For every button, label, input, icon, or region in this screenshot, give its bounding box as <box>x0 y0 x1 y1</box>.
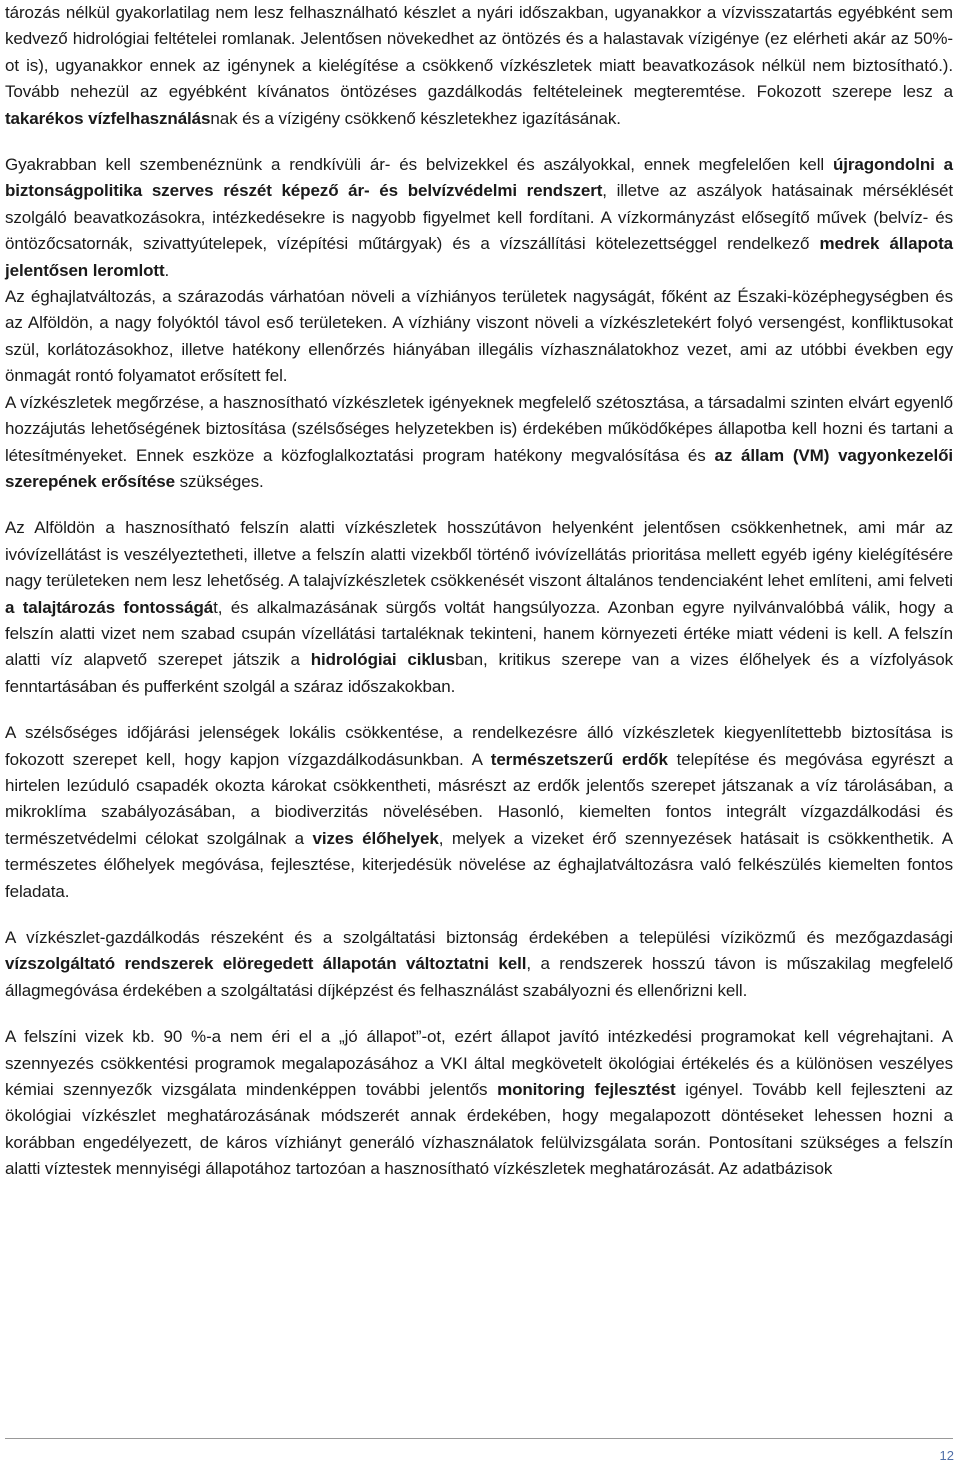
page-number: 12 <box>939 1448 954 1463</box>
paragraph <box>5 0 953 132</box>
paragraph <box>5 720 953 905</box>
bold-text: vízszolgáltató rendszerek elöregedett állapotán változtatni kell <box>5 954 527 974</box>
document-page <box>5 0 953 1183</box>
text-run: , melyek a vizeket érő szennyezések hatásait is csökkenthetik. A természetes élőhelyek megóvása, fejlesztése, kiterjedésük növelése az éghajlatváltozásra való felkészülés kiemelten fontos feladata. <box>5 828 953 901</box>
text-run: nak és a vízigény csökkenő készletekhez igazításának. <box>210 108 621 128</box>
text-run: tározás nélkül gyakorlatilag nem lesz felhasználható készlet a nyári időszakban, ugyanakkor a vízvisszatartás egyébként sem kedvező hidrológiai feltételei romlanak. Jelentősen növekedhet az öntözés és a halastavak vízigénye (ez elérheti akár az 50%-ot is), ugyanakkor ennek az igénynek a kielégítése a csökkenő vízkészletek miatt beavatkozások nélkül nem biztosítható.). Tovább nehezül az egyébként kívánatos öntözéses gazdálkodás feltételeinek megteremtése. Fokozott szerepe lesz a <box>5 3 953 102</box>
bold-text: takarékos vízfelhasználás <box>5 108 211 128</box>
text-run: szükséges. <box>175 471 264 491</box>
text-run: A felszíni vizek kb. 90 %-a nem éri el a „jó állapot”-ot, ezért állapot javító intézkedési programokat kell végrehajtani. A szennyezés csökkentési programok megalapozásához a VKI által megkövetelt ökológiai értékelés és a különösen veszélyes kémiai szennyezők vizsgálata mindenképpen további jelentős <box>5 1027 953 1100</box>
text-run: t, és alkalmazásának sürgős voltát hangsúlyozza. Azonban egyre nyilvánvalóbbá válik, hogy a felszín alatti vizet nem szabad csupán vízellátási tartaléknak tekinteni, hanem környezeti értéke miatt védeni is kell. A felszín alatti víz alapvető szerepet játszik a <box>5 597 953 670</box>
paragraph <box>5 284 953 390</box>
text-run: ban, kritikus szerepe van a vizes élőhelyek és a vízfolyások fenntartásában és pufferként szolgál a száraz időszakokban. <box>5 650 953 696</box>
footer-divider <box>5 1438 953 1439</box>
text-run: A szélsőséges időjárási jelenségek lokális csökkentése, a rendelkezésre álló vízkészletek kiegyenlítettebb biztosítása is fokozott szerepet kell, hogy kapjon vízgazdálkodásunkban. A <box>5 723 953 769</box>
paragraph <box>5 1024 953 1182</box>
text-run: . <box>164 260 170 280</box>
paragraph <box>5 515 953 700</box>
paragraph-spacer <box>5 700 953 720</box>
text-run: Gyakrabban kell szembenéznünk a rendkívüli ár- és belvizekkel és aszályokkal, ennek megfelelően kell <box>5 155 833 175</box>
bold-text: természetszerű erdők <box>490 749 668 769</box>
bold-text: az állam (VM) vagyonkezelői szerepének erősítése <box>5 445 953 491</box>
bold-text: újragondolni a biztonságpolitika szerves részét képező ár- és belvízvédelmi rendszert <box>5 155 953 201</box>
text-run: , illetve az aszályok hatásainak mérséklését szolgáló beavatkozásokra, intézkedésekre is nagyobb figyelmet kell fordítani. A vízkormányzást elősegítő művek (belvíz- és öntözőcsatornák, szivattyútelepek, vízépítési műtárgyak) és a vízszállítási kötelezettséggel rendelkező <box>5 181 953 254</box>
bold-text: hidrológiai ciklus <box>310 650 455 670</box>
paragraph-spacer <box>5 132 953 152</box>
bold-text: a talajtározás fontosságá <box>5 597 214 617</box>
bold-text: monitoring fejlesztést <box>497 1080 676 1100</box>
text-run: Az Alföldön a hasznosítható felszín alatti vízkészletek hosszútávon helyenként jelentősen csökkenhetnek, ami már az ivóvízellátást is veszélyeztetheti, illetve a felszín alatti vizekből történő ivóvízellátás prioritása mellett egyéb igény kielégítésére nagy területeken nem lesz lehetőség. A talajvízkészletek csökkenését viszont általános tendenciaként lehet említeni, ami felveti <box>5 518 953 591</box>
paragraph <box>5 390 953 496</box>
text-run: , a rendszerek hosszú távon is műszakilag megfelelő állagmegóvása érdekében a szolgáltatási díjképzést és felhasználást szabályozni és ellenőrizni kell. <box>5 954 953 1000</box>
paragraph-spacer <box>5 495 953 515</box>
text-run: telepítése és megóvása egyrészt a hirtelen lezúduló csapadék okozta károkat csökkentheti, másrészt az erdők jelentős szerepet játszanak a víz tárolásában, a mikroklíma szabályozásában, a biodiverzitás növelésében. Hasonló, kiemelten fontos integrált vízgazdálkodási és természetvédelmi célokat szolgálnak a <box>5 749 953 848</box>
text-run: igényel. Tovább kell fejleszteni az ökológiai vízkészlet meghatározásának módszerét annak érdekében, hogy megalapozott döntéseket lehessen hozni a korábban engedélyezett, de káros vízhiányt generáló vízhasználatok felülvizsgálata során. Pontosítani szükséges a felszín alatti víztestek mennyiségi állapotához tartozóan a hasznosítható vízkészletek meghatározását. Az adatbázisok <box>5 1080 953 1179</box>
paragraph-spacer <box>5 1004 953 1024</box>
text-run: A vízkészlet-gazdálkodás részeként és a szolgáltatási biztonság érdekében a települési víziközmű és mezőgazdasági <box>5 928 953 947</box>
paragraph <box>5 152 953 284</box>
paragraph <box>5 925 953 1004</box>
bold-text: vizes élőhelyek <box>312 828 439 848</box>
paragraph-spacer <box>5 905 953 925</box>
text-run: A vízkészletek megőrzése, a hasznosítható vízkészletek igényeknek megfelelő szétosztása, a társadalmi szinten elvárt egyenlő hozzájutás lehetőségének biztosítása (szélsőséges helyzetekben is) érdekében működőképes állapotba kell hozni és tartani a létesítményeket. Ennek eszköze a közfoglalkoztatási program hatékony megvalósítása és <box>5 392 953 465</box>
text-run: Az éghajlatváltozás, a szárazodás várhatóan növeli a vízhiányos területek nagyságát, főként az Északi-középhegységben és az Alföldön, a nagy folyóktól távol eső területeken. A vízhiány viszont növeli a vízkészletekért folyó versengést, konfliktusokat szül, korlátozásokhoz, illetve hatékony ellenőrzés hiányában illegális vízhasználatokhoz vezet, ami az utóbbi években egy önmagát rontó folyamatot erősített fel. <box>5 287 953 386</box>
bold-text: medrek állapota jelentősen leromlott <box>5 234 953 280</box>
